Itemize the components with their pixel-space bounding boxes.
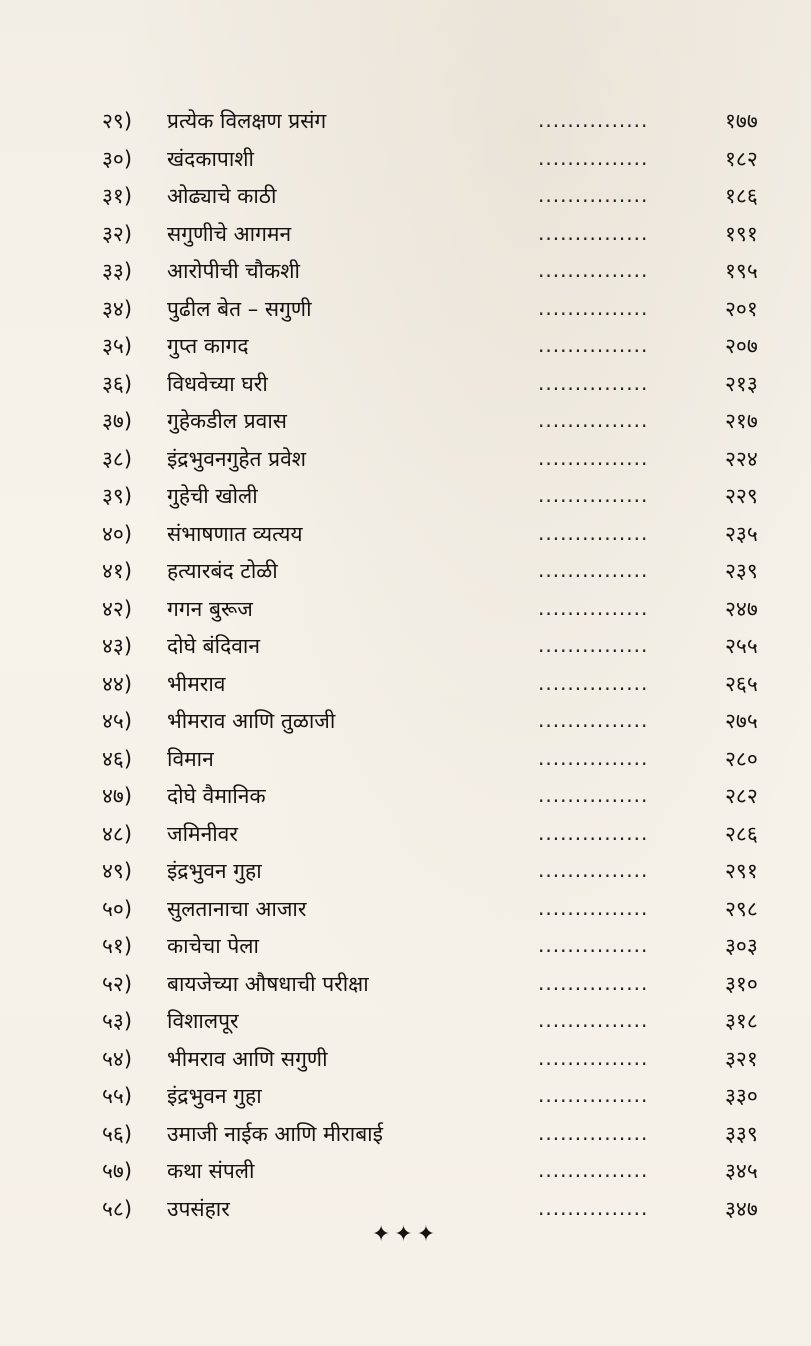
chapter-number: ३४) bbox=[102, 296, 133, 321]
page-number: २८२ bbox=[725, 784, 758, 808]
toc-entry bbox=[0, 516, 811, 554]
chapter-title: भीमराव आणि सगुणी bbox=[167, 1046, 328, 1071]
toc-entry bbox=[0, 1003, 811, 1041]
chapter-number: ३०) bbox=[102, 146, 133, 171]
chapter-number: ३२) bbox=[102, 221, 133, 246]
dot-leader: ............... bbox=[538, 520, 649, 545]
toc-entry bbox=[0, 591, 811, 629]
dot-leader: ............... bbox=[538, 295, 649, 320]
dot-leader: ............... bbox=[538, 933, 649, 957]
toc-entry bbox=[0, 178, 811, 216]
chapter-title: विधवेच्या घरी bbox=[167, 371, 268, 396]
toc-entry bbox=[0, 853, 811, 891]
dot-leader: ............... bbox=[538, 970, 649, 995]
page-number: ३१८ bbox=[725, 1009, 758, 1033]
page-number: २१७ bbox=[725, 409, 758, 433]
end-ornament: ✦✦✦ bbox=[371, 1222, 440, 1247]
chapter-title: संभाषणात व्यत्यय bbox=[167, 521, 303, 546]
dot-leader: ............... bbox=[538, 370, 649, 395]
dot-leader: ............... bbox=[538, 1120, 649, 1145]
chapter-title: गुहेकडील प्रवास bbox=[167, 409, 287, 433]
chapter-title: काचेचा पेला bbox=[167, 934, 259, 958]
page-number: २५५ bbox=[725, 634, 758, 658]
chapter-title: भीमराव bbox=[167, 671, 226, 696]
page-number: २९१ bbox=[725, 859, 758, 883]
chapter-title: दोघे वैमानिक bbox=[167, 784, 266, 808]
dot-leader: ............... bbox=[538, 895, 649, 920]
chapter-number: ५१) bbox=[102, 934, 133, 958]
page-number: २०१ bbox=[725, 296, 758, 321]
chapter-title: गुप्त कागद bbox=[167, 334, 249, 358]
dot-leader: ............... bbox=[538, 783, 649, 807]
chapter-title: खंदकापाशी bbox=[167, 146, 254, 171]
chapter-title: भीमराव आणि तुळाजी bbox=[167, 709, 336, 733]
chapter-number: ४५) bbox=[102, 709, 133, 733]
dot-leader: ............... bbox=[538, 633, 649, 657]
chapter-number: ३७) bbox=[102, 409, 133, 433]
chapter-title: विशालपूर bbox=[167, 1009, 239, 1033]
chapter-title: उमाजी नाईक आणि मीराबाई bbox=[167, 1121, 383, 1146]
toc-entry bbox=[0, 403, 811, 441]
chapter-number: ३६) bbox=[102, 371, 133, 396]
chapter-title: इंद्रभुवन गुहा bbox=[167, 1084, 262, 1108]
dot-leader: ............... bbox=[538, 708, 649, 732]
page-number: १९५ bbox=[725, 259, 758, 283]
toc-entry bbox=[0, 703, 811, 741]
dot-leader: ............... bbox=[538, 820, 649, 845]
dot-leader: ............... bbox=[538, 1158, 649, 1182]
page-number: १८२ bbox=[725, 146, 758, 171]
toc-entry bbox=[0, 478, 811, 516]
chapter-number: ३१) bbox=[102, 184, 133, 208]
dot-leader: ............... bbox=[538, 145, 649, 170]
page-number: २२९ bbox=[725, 484, 758, 508]
toc-entry bbox=[0, 891, 811, 929]
chapter-number: ४३) bbox=[102, 634, 133, 658]
chapter-title: बायजेच्या औषधाची परीक्षा bbox=[167, 971, 369, 996]
chapter-number: ४९) bbox=[102, 859, 133, 883]
toc-entry bbox=[0, 628, 811, 666]
dot-leader: ............... bbox=[538, 595, 649, 620]
page-number: १९१ bbox=[725, 221, 758, 246]
chapter-title: कथा संपली bbox=[167, 1159, 255, 1183]
page-number: १७७ bbox=[725, 109, 758, 133]
toc-entry bbox=[0, 666, 811, 704]
page-number: ३१० bbox=[725, 971, 758, 996]
toc-entry bbox=[0, 141, 811, 179]
page-number: ३२१ bbox=[725, 1046, 758, 1071]
toc-entry bbox=[0, 441, 811, 479]
dot-leader: ............... bbox=[538, 1045, 649, 1070]
page-number: ३४७ bbox=[725, 1196, 758, 1221]
chapter-title: गगन बुरूज bbox=[167, 596, 253, 621]
page-number: २७५ bbox=[725, 709, 758, 733]
dot-leader: ............... bbox=[538, 183, 649, 207]
toc-entry bbox=[0, 928, 811, 966]
chapter-number: ४४) bbox=[102, 671, 133, 696]
toc-entry bbox=[0, 966, 811, 1004]
toc-entry bbox=[0, 1041, 811, 1079]
dot-leader: ............... bbox=[538, 445, 649, 470]
toc-entry bbox=[0, 553, 811, 591]
dot-leader: ............... bbox=[538, 258, 649, 282]
toc-entry bbox=[0, 1116, 811, 1154]
chapter-title: दोघे बंदिवान bbox=[167, 634, 261, 658]
dot-leader: ............... bbox=[538, 1008, 649, 1032]
chapter-number: ३५) bbox=[102, 334, 133, 358]
chapter-title: विमान bbox=[167, 746, 214, 771]
chapter-number: ४८) bbox=[102, 821, 133, 846]
page-number: २६५ bbox=[725, 671, 758, 696]
chapter-title: उपसंहार bbox=[167, 1196, 230, 1221]
chapter-number: ४७) bbox=[102, 784, 133, 808]
chapter-number: ३९) bbox=[102, 484, 133, 508]
chapter-number: ३३) bbox=[102, 259, 133, 283]
page-number: २४७ bbox=[725, 596, 758, 621]
toc-entry bbox=[0, 291, 811, 329]
dot-leader: ............... bbox=[538, 483, 649, 507]
dot-leader: ............... bbox=[538, 670, 649, 695]
toc-entry bbox=[0, 816, 811, 854]
toc-entry bbox=[0, 216, 811, 254]
chapter-title: प्रत्येक विलक्षण प्रसंग bbox=[167, 109, 327, 133]
dot-leader: ............... bbox=[538, 108, 649, 132]
toc-entry bbox=[0, 741, 811, 779]
page-number: २३५ bbox=[725, 521, 758, 546]
chapter-number: ५२) bbox=[102, 971, 133, 996]
chapter-number: ४०) bbox=[102, 521, 133, 546]
page-number: ३३९ bbox=[725, 1121, 758, 1146]
toc-entry bbox=[0, 778, 811, 816]
chapter-number: ३८) bbox=[102, 446, 133, 471]
chapter-number: ५५) bbox=[102, 1084, 133, 1108]
dot-leader: ............... bbox=[538, 333, 649, 357]
dot-leader: ............... bbox=[538, 1195, 649, 1220]
page-number: ३३० bbox=[725, 1084, 758, 1108]
dot-leader: ............... bbox=[538, 558, 649, 582]
chapter-number: ५८) bbox=[102, 1196, 133, 1221]
page-number: १८६ bbox=[725, 184, 758, 208]
chapter-number: ४६) bbox=[102, 746, 133, 771]
dot-leader: ............... bbox=[538, 745, 649, 770]
page-number: २३९ bbox=[725, 559, 758, 583]
dot-leader: ............... bbox=[538, 220, 649, 245]
page-number: २०७ bbox=[725, 334, 758, 358]
chapter-number: ५३) bbox=[102, 1009, 133, 1033]
chapter-title: ओढ्याचे काठी bbox=[167, 184, 277, 208]
page-number: ३४५ bbox=[725, 1159, 758, 1183]
chapter-title: पुढील बेत – सगुणी bbox=[167, 296, 312, 321]
dot-leader: ............... bbox=[538, 1083, 649, 1107]
page-number: ३०३ bbox=[725, 934, 758, 958]
chapter-number: ५०) bbox=[102, 896, 133, 921]
page-number: २१३ bbox=[725, 371, 758, 396]
toc-entry bbox=[0, 328, 811, 366]
chapter-title: इंद्रभुवन गुहा bbox=[167, 859, 262, 883]
chapter-number: २९) bbox=[102, 109, 133, 133]
chapter-number: ४२) bbox=[102, 596, 133, 621]
chapter-title: सुलतानाचा आजार bbox=[167, 896, 307, 921]
chapter-title: गुहेची खोली bbox=[167, 484, 258, 508]
dot-leader: ............... bbox=[538, 408, 649, 432]
toc-entry bbox=[0, 253, 811, 291]
page-number: २२४ bbox=[725, 446, 758, 471]
chapter-title: इंद्रभुवनगुहेत प्रवेश bbox=[167, 446, 307, 471]
table-of-contents bbox=[0, 103, 811, 1228]
chapter-title: हत्यारबंद टोळी bbox=[167, 559, 278, 583]
chapter-number: ५४) bbox=[102, 1046, 133, 1071]
page-number: २८० bbox=[725, 746, 758, 771]
chapter-number: ५७) bbox=[102, 1159, 133, 1183]
toc-entry bbox=[0, 1078, 811, 1116]
toc-entry bbox=[0, 1153, 811, 1191]
page-number: २९८ bbox=[725, 896, 758, 921]
toc-entry bbox=[0, 366, 811, 404]
chapter-title: जमिनीवर bbox=[167, 821, 238, 846]
toc-entry bbox=[0, 103, 811, 141]
page-number: २८६ bbox=[725, 821, 758, 846]
chapter-title: आरोपीची चौकशी bbox=[167, 259, 300, 283]
chapter-title: सगुणीचे आगमन bbox=[167, 221, 292, 246]
chapter-number: ५६) bbox=[102, 1121, 133, 1146]
dot-leader: ............... bbox=[538, 858, 649, 882]
chapter-number: ४१) bbox=[102, 559, 133, 583]
